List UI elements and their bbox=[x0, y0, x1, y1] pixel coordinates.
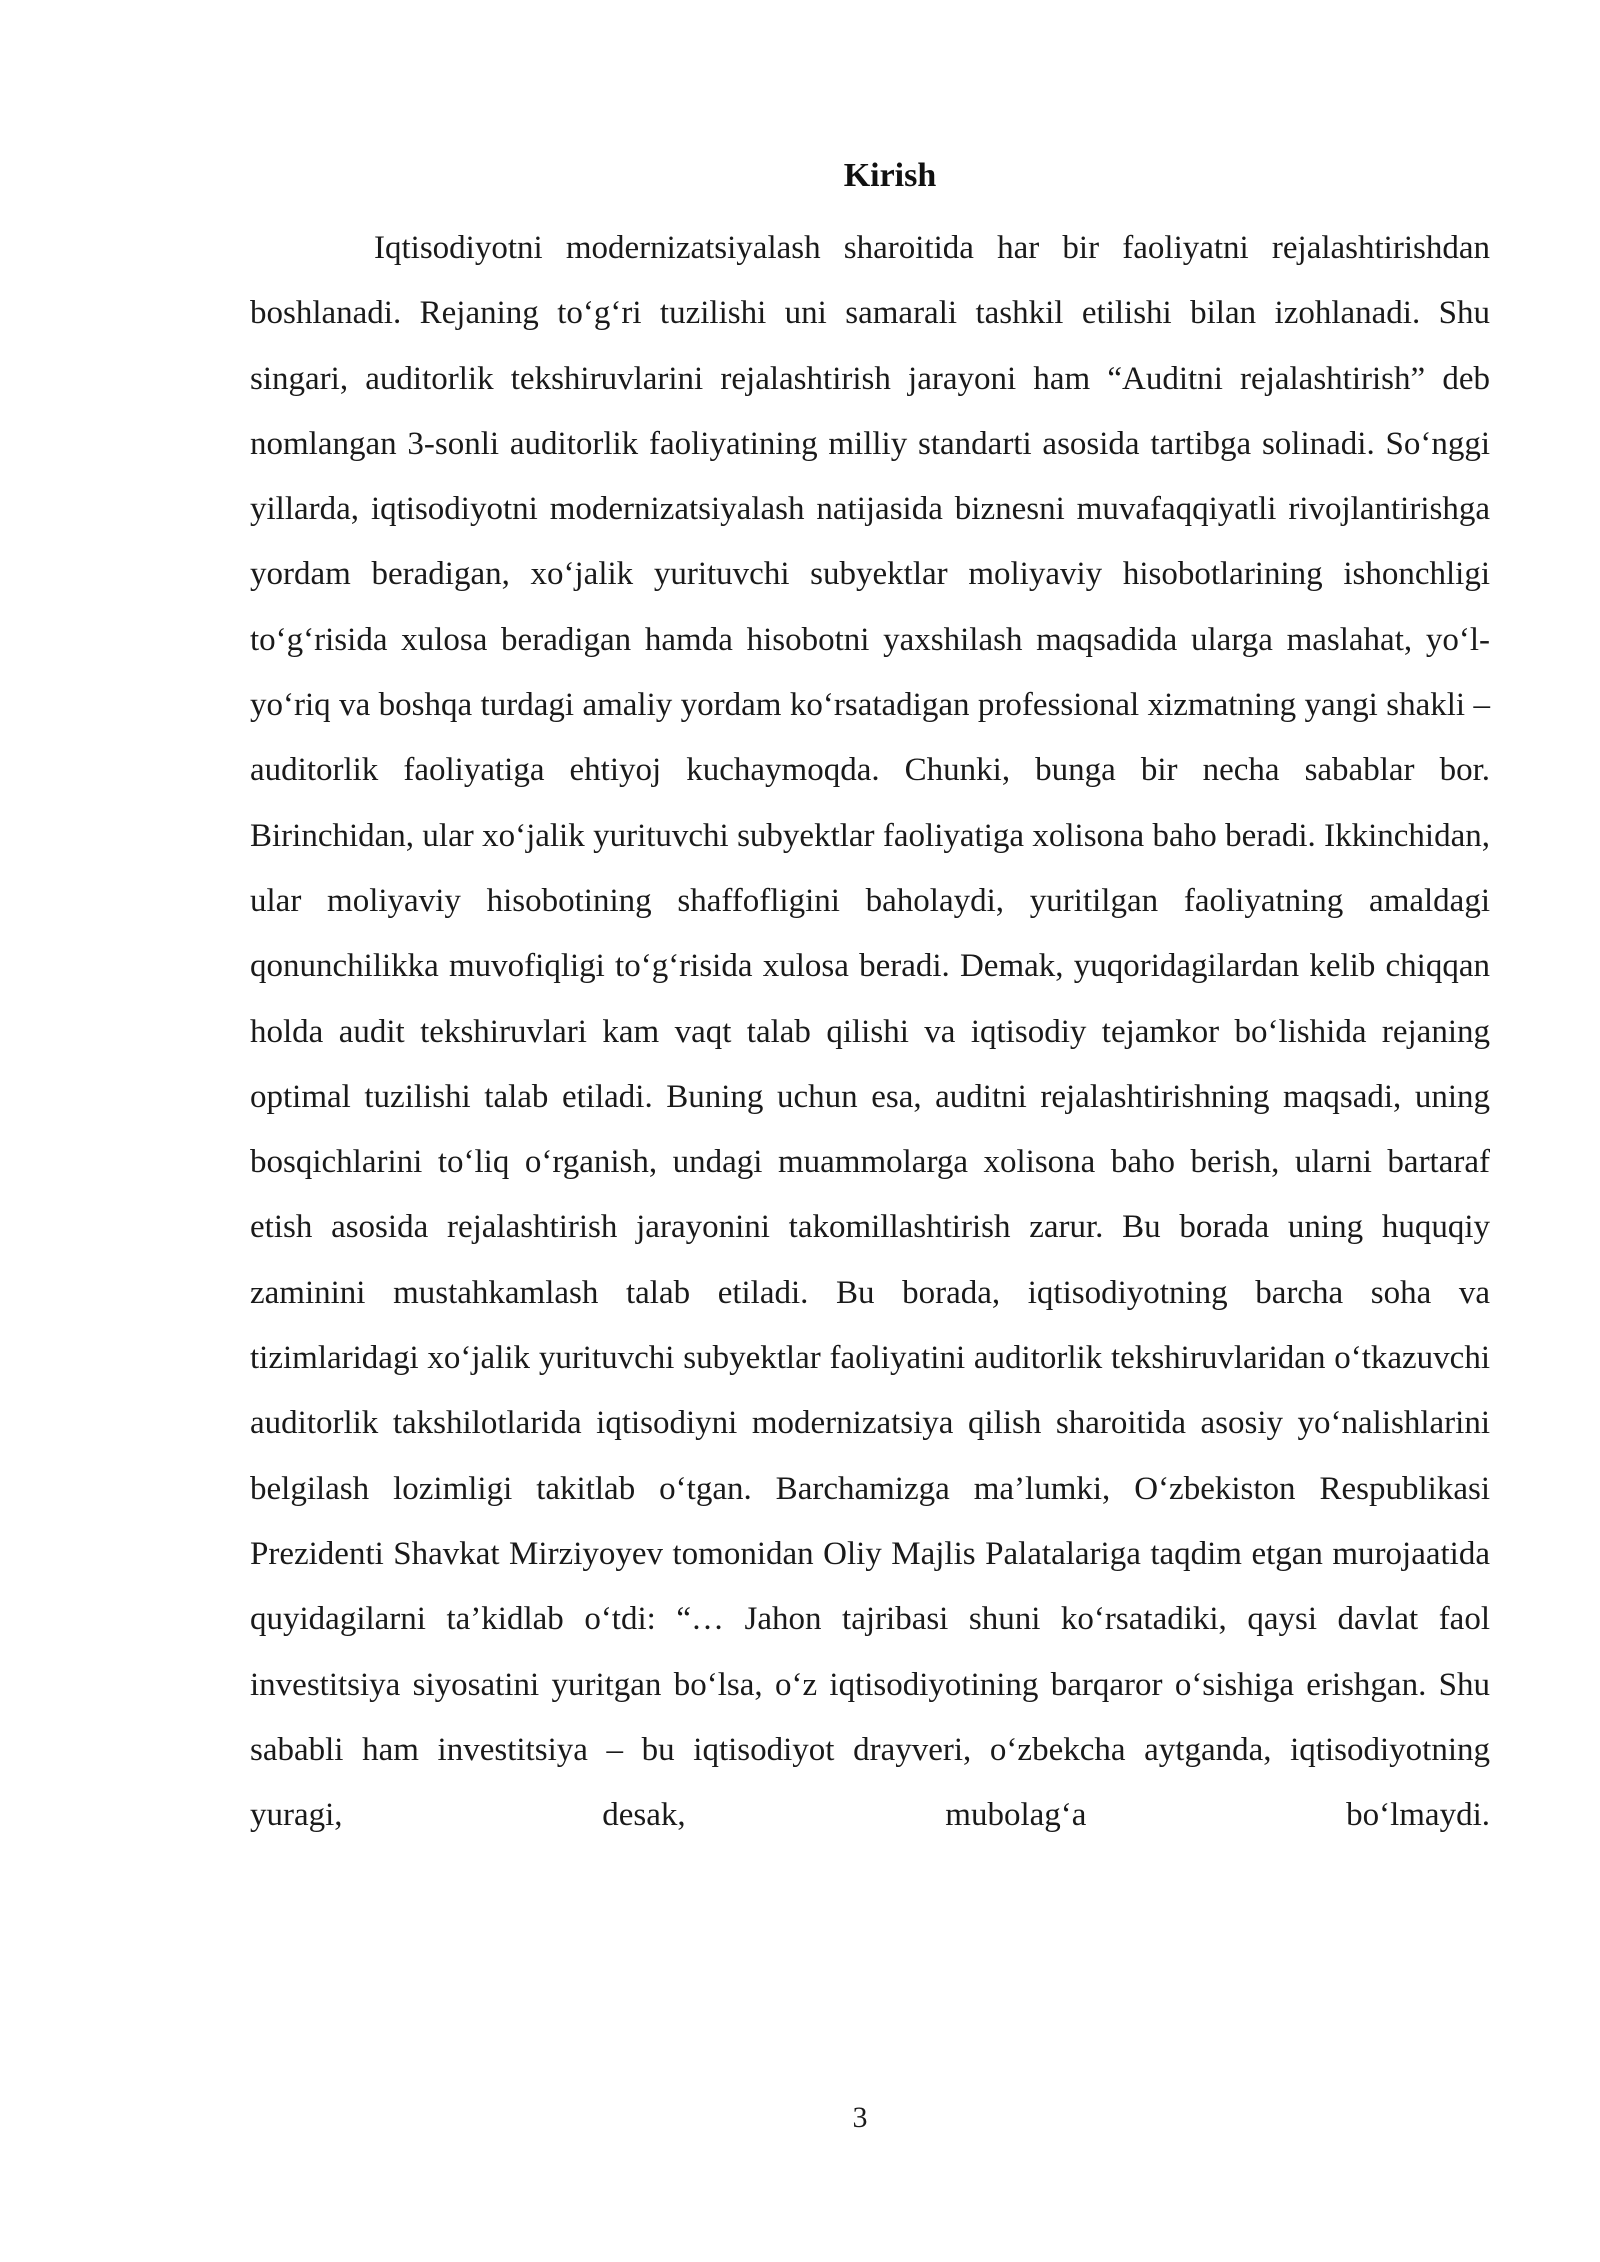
body-paragraph: Iqtisodiyotni modernizatsiyalash sharoitida har bir faoliyatni rejalashtirishdan boshlanadi. Rejaning to‘g‘ri tuzilishi uni samarali tashkil etilishi bilan izohlanadi. Shu singari, auditorlik tekshiruvlarini rejalashtirish jarayoni ham “Auditni rejalashtirish” deb nomlangan 3-sonli auditorlik faoliyatining milliy standarti asosida tartibga solinadi. So‘nggi yillarda, iqtisodiyotni modernizatsiyalash natijasida biznesni muvafaqqiyatli rivojlantirishga yordam beradigan, xo‘jalik yurituvchi subyektlar moliyaviy hisobotlarining ishonchligi to‘g‘risida xulosa beradigan hamda hisobotni yaxshilash maqsadida ularga maslahat, yo‘l-yo‘riq va boshqa turdagi amaliy yordam ko‘rsatadigan professional xizmatning yangi shakli – auditorlik faoliyatiga ehtiyoj kuchaymoqda. Chunki, bunga bir necha sabablar bor. Birinchidan, ular xo‘jalik yurituvchi subyektlar faoliyatiga xolisona baho beradi. Ikkinchidan, ular moliyaviy hisobotining shaffofligini baholaydi, yuritilgan faoliyatning amaldagi qonunchilikka muvofiqligi to‘g‘risida xulosa beradi. Demak, yuqoridagilardan kelib chiqqan holda audit tekshiruvlari kam vaqt talab qilishi va iqtisodiy tejamkor bo‘lishida rejaning optimal tuzilishi talab etiladi. Buning uchun esa, auditni rejalashtirishning maqsadi, uning bosqichlarini to‘liq o‘rganish, undagi muammolarga xolisona baho berish, ularni bartaraf etish asosida rejalashtirish jarayonini takomillashtirish zarur. Bu borada uning huquqiy zaminini mustahkamlash talab etiladi. Bu borada, iqtisodiyotning barcha soha va tizimlaridagi xo‘jalik yurituvchi subyektlar faoliyatini auditorlik tekshiruvlaridan o‘tkazuvchi auditorlik takshilotlarida iqtisodiyni modernizatsiya qilish sharoitida asosiy yo‘nalishlarini belgilash lozimligi takitlab o‘tgan. Barchamizga ma’lumki, O‘zbekiston Respublikasi Prezidenti Shavkat Mirziyoyev tomonidan Oliy Majlis Palatalariga taqdim etgan murojaatida quyidagilarni ta’kidlab o‘tdi: “… Jahon tajribasi shuni ko‘rsatadiki, qaysi davlat faol investitsiya siyosatini yuritgan bo‘lsa, o‘z iqtisodiyotining barqaror o‘sishiga erishgan. Shu sababli ham investitsiya – bu iqtisodiyot drayveri, o‘zbekcha aytganda, iqtisodiyotning yuragi, desak, mubolag‘a bo‘lmaydi. bbox=[250, 230, 1490, 1834]
section-heading: Kirish bbox=[843, 157, 937, 194]
page-number: 3 bbox=[852, 2101, 868, 2134]
